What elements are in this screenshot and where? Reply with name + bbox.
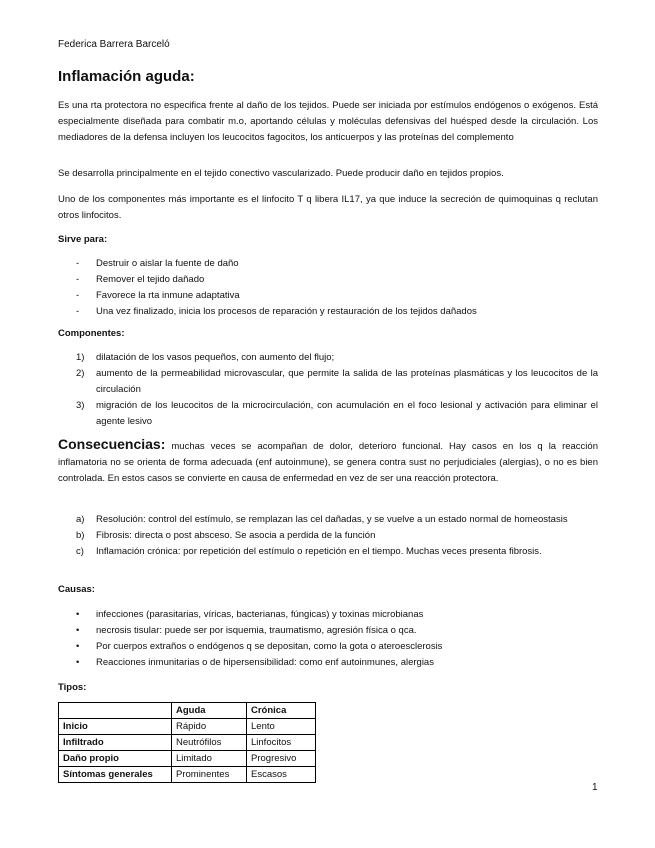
table-cell: Linfocitos: [247, 735, 316, 751]
list-item: [58, 528, 598, 544]
list-item-text: dilatación de los vasos pequeños, con aumento del flujo;: [96, 352, 335, 363]
table-header-cell: [59, 703, 172, 719]
bullet-marker: •: [76, 625, 80, 636]
table-header-row: [59, 703, 316, 719]
table-header-cell: Aguda: [172, 703, 247, 719]
consecuencias-paragraph: [58, 436, 598, 487]
causas-list: [58, 607, 598, 671]
table-cell: Síntomas generales: [59, 767, 172, 783]
consecuencias-list: [58, 512, 598, 560]
table-row: [59, 735, 316, 751]
tipos-table: [58, 702, 316, 783]
list-item: [58, 272, 598, 288]
sirve-heading: Sirve para:: [58, 234, 108, 245]
table-cell: Inicio: [59, 719, 172, 735]
table-row: [59, 767, 316, 783]
consecuencias-text: muchas veces se acompañan de dolor, deterioro funcional. Hay casos en los q la reacción inflamatoria no se orienta de forma adecuada (enf autoinmune), se genera contra sust no perjudiciales (alergias), o no es bien controlada. En estos casos se convierte en causa de enfermedad en vez de ser una reacción protectora.: [58, 441, 598, 484]
tipos-heading: Tipos:: [58, 682, 87, 693]
list-item: [58, 512, 598, 528]
table-cell: Lento: [247, 719, 316, 735]
list-item: [58, 256, 598, 272]
list-item: [58, 655, 598, 671]
consecuencias-heading: Consecuencias:: [58, 436, 166, 452]
list-item: [58, 350, 598, 366]
list-item-text: Destruir o aislar la fuente de daño: [96, 258, 239, 269]
bullet-marker: •: [76, 641, 80, 652]
list-item-text: Remover el tejido dañado: [96, 274, 205, 285]
number-marker: 3): [76, 400, 85, 411]
page-title: Inflamación aguda:: [58, 68, 195, 85]
list-item: [58, 398, 598, 430]
table-cell: Progresivo: [247, 751, 316, 767]
bullet-marker: •: [76, 609, 80, 620]
list-item: [58, 366, 598, 398]
intro-paragraph: Es una rta protectora no especifica frente al daño de los tejidos. Puede ser iniciada por estímulos endógenos o exógenos. Está especialmente diseñada para combatir m.o, aportando células y moléculas defensivas del huésped desde la circulación. Los mediadores de la defensa incluyen los leucocitos fagocitos, los anticuerpos y las proteínas del complemento: [58, 100, 598, 143]
dash-marker: -: [76, 290, 80, 301]
table-cell: Prominentes: [172, 767, 247, 783]
list-item-text: Por cuerpos extraños o endógenos q se depositan, como la gota o ateroesclerosis: [96, 641, 443, 652]
table-row: [59, 751, 316, 767]
number-marker: 2): [76, 368, 85, 379]
table-row: [59, 719, 316, 735]
componentes-heading: Componentes:: [58, 328, 125, 339]
table-cell: Infiltrado: [59, 735, 172, 751]
list-item-text: Fibrosis: directa o post absceso. Se asocia a perdida de la función: [96, 530, 376, 541]
list-item: [58, 544, 598, 560]
sirve-list: [58, 256, 598, 320]
bullet-marker: •: [76, 657, 80, 668]
dash-marker: -: [76, 274, 80, 285]
list-item: [58, 607, 598, 623]
table-cell: Limitado: [172, 751, 247, 767]
author-name: Federica Barrera Barceló: [58, 39, 170, 50]
list-item-text: necrosis tisular: puede ser por isquemia, traumatismo, agresión física o qca.: [96, 625, 417, 636]
list-item-text: aumento de la permeabilidad microvascular, que permite la salida de las proteínas plasmáticas y los leucocitos de la circulación: [96, 368, 598, 395]
list-item: [58, 288, 598, 304]
list-item-text: Resolución: control del estímulo, se remplazan las cel dañadas, y se vuelve a un estado normal de homeostasis: [96, 514, 568, 525]
page-number: 1: [592, 782, 598, 793]
list-item: [58, 639, 598, 655]
list-item-text: Favorece la rta inmune adaptativa: [96, 290, 240, 301]
list-item: [58, 304, 598, 320]
table-cell: Neutrófilos: [172, 735, 247, 751]
list-item-text: Inflamación crónica: por repetición del estímulo o repetición en el tiempo. Muchas veces presenta fibrosis.: [96, 546, 542, 557]
lymphocyte-paragraph: Uno de los componentes más importante es el linfocito T q libera IL17, ya que induce la secreción de quimoquinas q reclutan otros linfocitos.: [58, 194, 598, 221]
tissue-paragraph: Se desarrolla principalmente en el tejido conectivo vascularizado. Puede producir daño en tejidos propios.: [58, 168, 504, 179]
table-cell: Daño propio: [59, 751, 172, 767]
dash-marker: -: [76, 258, 80, 269]
list-item-text: migración de los leucocitos de la microcirculación, con acumulación en el foco lesional y activación para eliminar el agente lesivo: [96, 400, 598, 427]
table-header-cell: Crónica: [247, 703, 316, 719]
list-item-text: infecciones (parasitarias, víricas, bacterianas, fúngicas) y toxinas microbianas: [96, 609, 424, 620]
table-cell: Escasos: [247, 767, 316, 783]
componentes-list: [58, 350, 598, 430]
list-item-text: Una vez finalizado, inicia los procesos de reparación y restauración de los tejidos dañados: [96, 306, 477, 317]
dash-marker: -: [76, 306, 80, 317]
list-item: [58, 623, 598, 639]
number-marker: 1): [76, 352, 85, 363]
causas-heading: Causas:: [58, 584, 95, 595]
letter-marker: c): [76, 546, 84, 557]
letter-marker: a): [76, 514, 85, 525]
table-cell: Rápido: [172, 719, 247, 735]
letter-marker: b): [76, 530, 85, 541]
list-item-text: Reacciones inmunitarias o de hipersensibilidad: como enf autoinmunes, alergias: [96, 657, 434, 668]
